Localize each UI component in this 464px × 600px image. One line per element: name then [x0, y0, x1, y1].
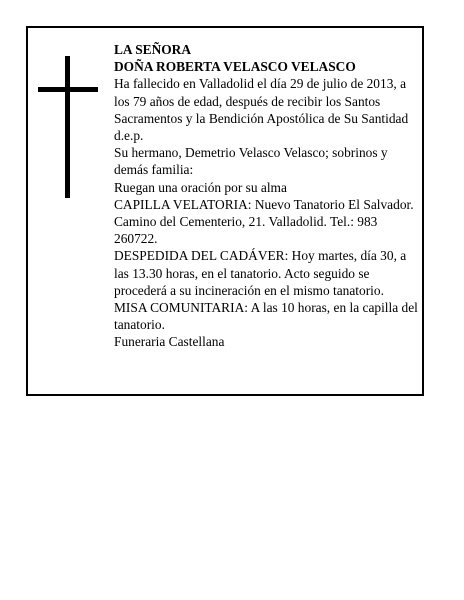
deceased-name: DOÑA ROBERTA VELASCO VELASCO	[114, 59, 356, 75]
farewell-info: DESPEDIDA DEL CADÁVER: Hoy martes, día 30, a las 13.30 horas, en el tanatorio. Acto seguido se procederá a su incineración en el mismo tanatorio.	[114, 248, 407, 298]
prayer-request: Ruegan una oración por su alma	[114, 179, 287, 195]
notice-text	[114, 41, 418, 351]
funeral-home: Funeraria Castellana	[114, 334, 225, 350]
family-line: Su hermano, Demetrio Velasco Velasco; sobrinos y demás familia:	[114, 145, 388, 178]
cross-vertical-bar	[65, 56, 70, 198]
cross-horizontal-bar	[38, 87, 98, 92]
mass-info: MISA COMUNITARIA: A las 10 horas, en la capilla del tanatorio.	[114, 300, 418, 333]
chapel-info: CAPILLA VELATORIA: Nuevo Tanatorio El Salvador. Camino del Cementerio, 21. Valladolid. Tel.: 983 260722.	[114, 196, 414, 247]
obituary-notice	[26, 26, 424, 396]
notice-heading: LA SEÑORA	[114, 42, 192, 57]
death-announcement: Ha fallecido en Valladolid el día 29 de julio de 2013, a los 79 años de edad, después de recibir los Santos Sacramentos y la Bendición Apostólica de Su Santidad d.e.p.	[114, 76, 409, 144]
cross-icon	[38, 56, 98, 198]
